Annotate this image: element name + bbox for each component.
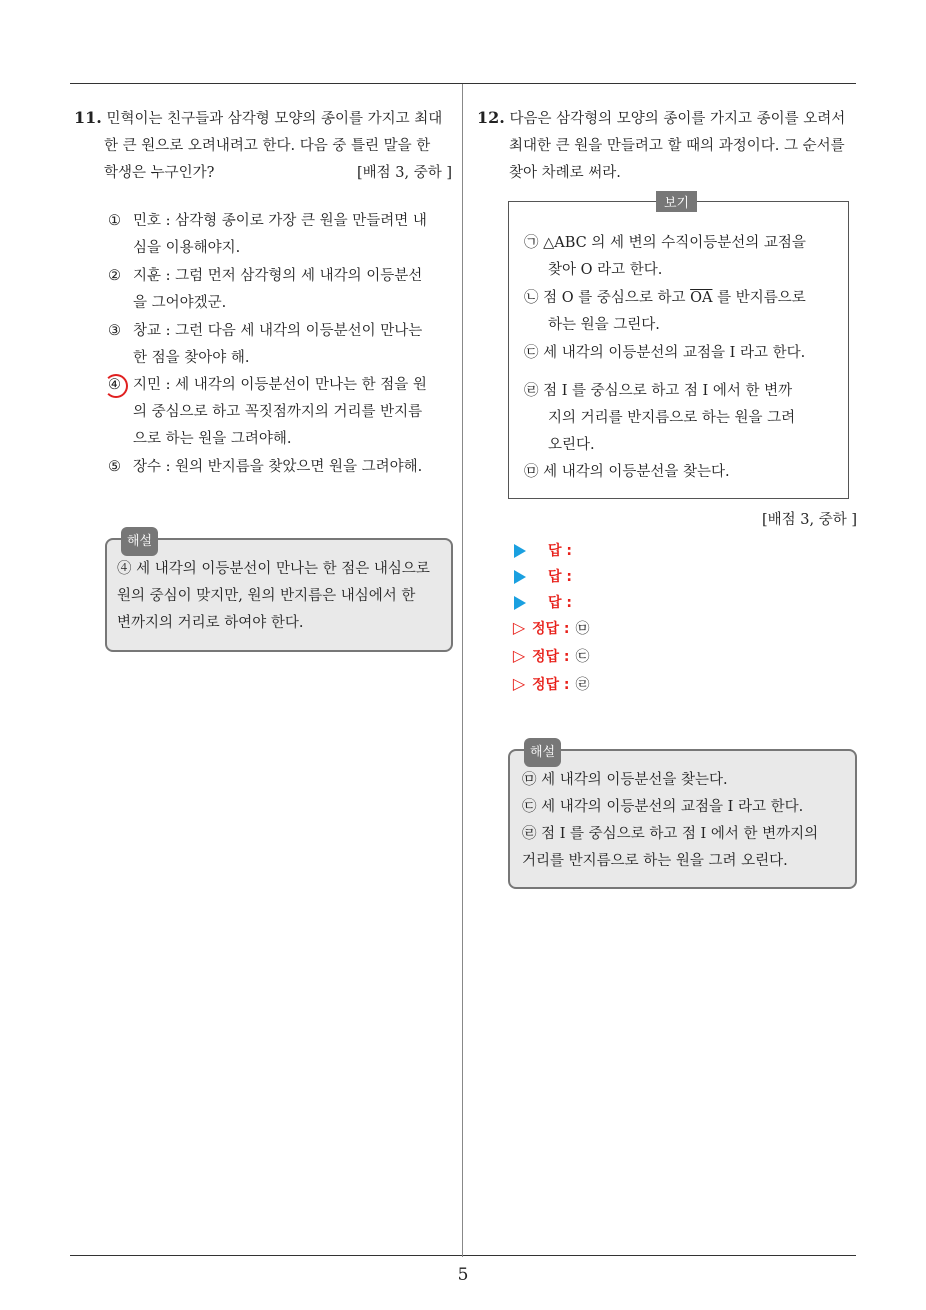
answer-label: 답 : <box>548 595 572 611</box>
page-number: 5 <box>457 1265 469 1285</box>
option-3[interactable] <box>108 318 453 372</box>
option-text: 장수 : 원의 반지름을 찾았으면 원을 그려야해. <box>133 459 423 475</box>
play-arrow-icon <box>514 544 526 558</box>
answer-row[interactable] <box>514 540 572 560</box>
correct-label: 정답 : <box>532 649 570 665</box>
option-text: 을 그어야겠군. <box>133 295 227 311</box>
option-text: 의 중심으로 하고 꼭짓점까지의 거리를 반지름 <box>133 404 423 420</box>
selected-circle-mark <box>104 374 128 398</box>
correct-label: 정답 : <box>532 621 570 637</box>
option-text: 지민 : 세 내각의 이등분선이 만나는 한 점을 원 <box>133 377 427 393</box>
explanation-tag: 해설 <box>121 527 158 556</box>
item-text: △ABC 의 세 변의 수직이등분선의 교점을 <box>543 235 806 251</box>
example-item <box>524 459 844 486</box>
option-text: 으로 하는 원을 그려야해. <box>133 431 292 447</box>
option-1[interactable] <box>108 208 453 262</box>
item-number: ㉣ <box>524 383 539 399</box>
item-text: 오린다. <box>548 437 595 453</box>
explanation-line: 원의 중심이 맞지만, 원의 반지름은 내심에서 한 <box>117 588 416 604</box>
outline-triangle-icon: ▷ <box>512 674 526 693</box>
question-12 <box>477 104 857 187</box>
item-text: 세 내각의 이등분선의 교점을 I 라고 한다. <box>543 345 806 361</box>
correct-label: 정답 : <box>532 677 570 693</box>
question-text-line: 학생은 누구인가? <box>104 165 215 181</box>
explanation-line: ㉤ 세 내각의 이등분선을 찾는다. <box>522 772 728 788</box>
option-text: 지훈 : 그럼 먼저 삼각형의 세 내각의 이등분선 <box>133 268 423 284</box>
option-text: 창교 : 그런 다음 세 내각의 이등분선이 만나는 <box>133 323 423 339</box>
answer-label: 답 : <box>548 569 572 585</box>
explanation-line: ④ 세 내각의 이등분선이 만나는 한 점은 내심으로 <box>117 561 430 577</box>
example-item <box>524 340 844 367</box>
play-arrow-icon <box>514 596 526 610</box>
score-label: [배점 3, 중하 ] <box>356 165 452 181</box>
correct-answer-row <box>512 618 590 638</box>
option-2[interactable] <box>108 263 453 317</box>
correct-value: ㉢ <box>575 649 590 665</box>
item-number: ㉡ <box>524 290 539 306</box>
column-divider <box>462 84 463 1257</box>
answer-row[interactable] <box>514 592 572 612</box>
item-text: 찾아 O 라고 한다. <box>548 262 663 278</box>
option-text: 심을 이용해야지. <box>133 240 241 256</box>
option-text: 민호 : 삼각형 종이로 가장 큰 원을 만들려면 내 <box>133 213 427 229</box>
item-text: 세 내각의 이등분선을 찾는다. <box>543 464 730 480</box>
option-number: ① <box>108 213 121 229</box>
outline-triangle-icon: ▷ <box>512 646 526 665</box>
question-11 <box>74 104 452 187</box>
item-text: 하는 원을 그린다. <box>548 317 660 333</box>
correct-answer-row <box>512 674 590 694</box>
question-text-line: 민혁이는 친구들과 삼각형 모양의 종이를 가지고 최대 <box>106 111 443 127</box>
explanation-line: 거리를 반지름으로 하는 원을 그려 오린다. <box>522 853 788 869</box>
option-5[interactable] <box>108 454 453 481</box>
item-number: ㉢ <box>524 345 539 361</box>
example-item <box>524 378 844 459</box>
item-number: ㉠ <box>524 235 539 251</box>
item-number: ㉤ <box>524 464 539 480</box>
correct-value: ㉤ <box>575 621 590 637</box>
score-label: [배점 3, 중하 ] <box>761 512 857 528</box>
explanation-box-12 <box>508 745 857 889</box>
question-text-line: 찾아 차례로 써라. <box>509 165 621 181</box>
question-text-line: 한 큰 원으로 오려내려고 한다. 다음 중 틀린 말을 한 <box>104 138 431 154</box>
answer-row[interactable] <box>514 566 572 586</box>
explanation-box-11 <box>105 534 453 652</box>
example-tag: 보기 <box>656 191 697 212</box>
explanation-line: 변까지의 거리로 하여야 한다. <box>117 615 304 631</box>
bottom-rule <box>70 1255 856 1256</box>
item-text: 를 반지름으로 <box>712 290 806 306</box>
correct-value: ㉣ <box>575 677 590 693</box>
item-text: 점 I 를 중심으로 하고 점 I 에서 한 변까 <box>543 383 793 399</box>
option-number: ⑤ <box>108 459 121 475</box>
explanation-line: ㉣ 점 I 를 중심으로 하고 점 I 에서 한 변까지의 <box>522 826 819 842</box>
option-text: 한 점을 찾아야 해. <box>133 350 250 366</box>
option-4[interactable] <box>108 372 453 453</box>
question-number: 11. <box>74 108 102 127</box>
top-rule <box>70 83 856 84</box>
answer-label: 답 : <box>548 543 572 559</box>
item-text: 점 O 를 중심으로 하고 <box>543 290 691 306</box>
question-text-line: 최대한 큰 원을 만들려고 할 때의 과정이다. 그 순서를 <box>509 138 845 154</box>
outline-triangle-icon: ▷ <box>512 618 526 637</box>
option-number: ③ <box>108 323 121 339</box>
segment-oa: $\overline{OA}$ <box>690 290 713 306</box>
question-number: 12. <box>477 108 505 127</box>
correct-answer-row <box>512 646 590 666</box>
option-number: ④ <box>108 377 121 393</box>
question-text-line: 다음은 삼각형의 모양의 종이를 가지고 종이를 오려서 <box>509 111 846 127</box>
example-item <box>524 285 844 339</box>
explanation-line: ㉢ 세 내각의 이등분선의 교점을 I 라고 한다. <box>522 799 804 815</box>
option-number: ② <box>108 268 121 284</box>
play-arrow-icon <box>514 570 526 584</box>
example-item <box>524 230 844 284</box>
explanation-tag: 해설 <box>524 738 561 767</box>
item-text: 지의 거리를 반지름으로 하는 원을 그려 <box>548 410 796 426</box>
